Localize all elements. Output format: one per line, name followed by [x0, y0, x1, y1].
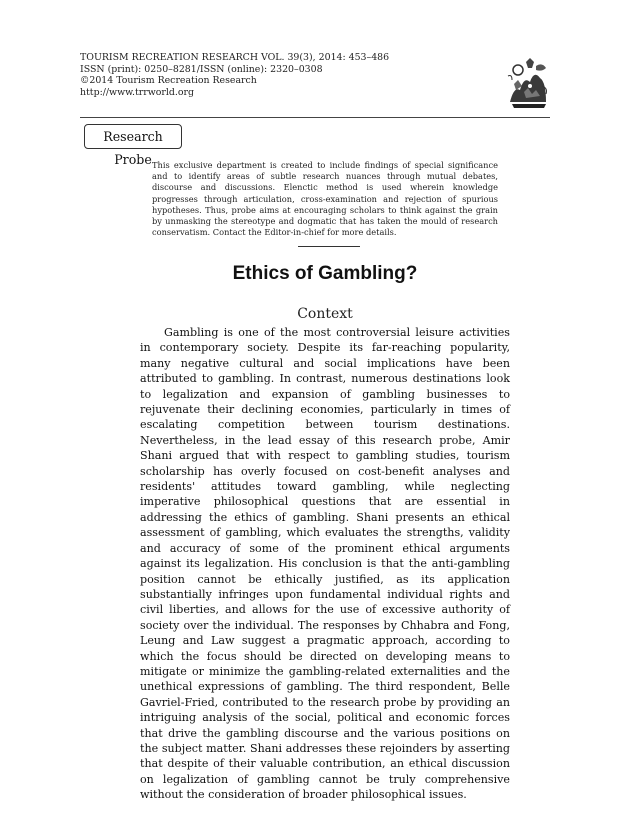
article-title: Ethics of Gambling?: [232, 263, 418, 284]
journal-citation: TOURISM RECREATION RESEARCH VOL. 39(3), 2014: 453–486: [80, 52, 390, 63]
section-divider: [298, 246, 360, 247]
copyright-line: ©2014 Tourism Recreation Research: [80, 75, 257, 87]
department-intro: This exclusive department is created to include findings of special significance and to identify areas of subtle research nuances through mutual debates, discourse and discussions. Elenctic method is used wherein knowledge progresses through articulation, cross-examination and rejection of spurious hypotheses. Thus, probe aims at encouraging scholars to think against the grain by unmasking the stereotype and dogmatic that has taken the mould of research conservatism. Contact the Editor-in-chief for more details.: [152, 160, 498, 238]
section-label: Research Probe: [84, 124, 182, 149]
body-paragraph: Gambling is one of the most controversial leisure activities in contemporary society. Despite its far-reaching popularity, many negative cultural and social implications have been attributed to gambling. In contrast, numerous destinations look to legalization and expansion of gambling businesses to rejuvenate their declining economies, particularly in times of escalating competition between tourism destinations. Nevertheless, in the lead essay of this research probe, Amir Shani argued that with respect to gambling studies, tourism scholarship has overly focused on cost-benefit analyses and residents' attitudes toward gambling, while neglecting imperative philosophical questions that are essential in addressing the ethics of gambling. Shani presents an ethical assessment of gambling, which evaluates the strengths, validity and accuracy of some of the prominent ethical arguments against its legalization. His conclusion is that the anti-gambling position cannot be ethically justified, as its application substantially infringes upon fundamental individual rights and civil liberties, and allows for the use of excessive authority of society over the individual. The responses by Chhabra and Fong, Leung and Law suggest a pragmatic approach, according to which the focus should be directed on developing means to mitigate or minimize the gambling-related externalities and the unethical expressions of gambling. The third respondent, Belle Gavriel-Fried, contributed to the research probe by providing an intriguing analysis of the social, political and economic forces that drive the gambling discourse and the various positions on the subject matter. Shani addresses these rejoinders by asserting that despite of their valuable contribution, an ethical discussion on legalization of gambling cannot be truly comprehensive without the consideration of broader philosophical issues.: [140, 326, 510, 802]
header-divider: [80, 117, 550, 118]
journal-header: [80, 52, 389, 98]
journal-url[interactable]: http://www.trrworld.org: [80, 86, 194, 98]
section-heading: Context: [297, 306, 353, 322]
journal-emblem-icon: [506, 56, 550, 110]
issn-line: ISSN (print): 0250–8281/ISSN (online): 2320–0308: [80, 63, 323, 75]
